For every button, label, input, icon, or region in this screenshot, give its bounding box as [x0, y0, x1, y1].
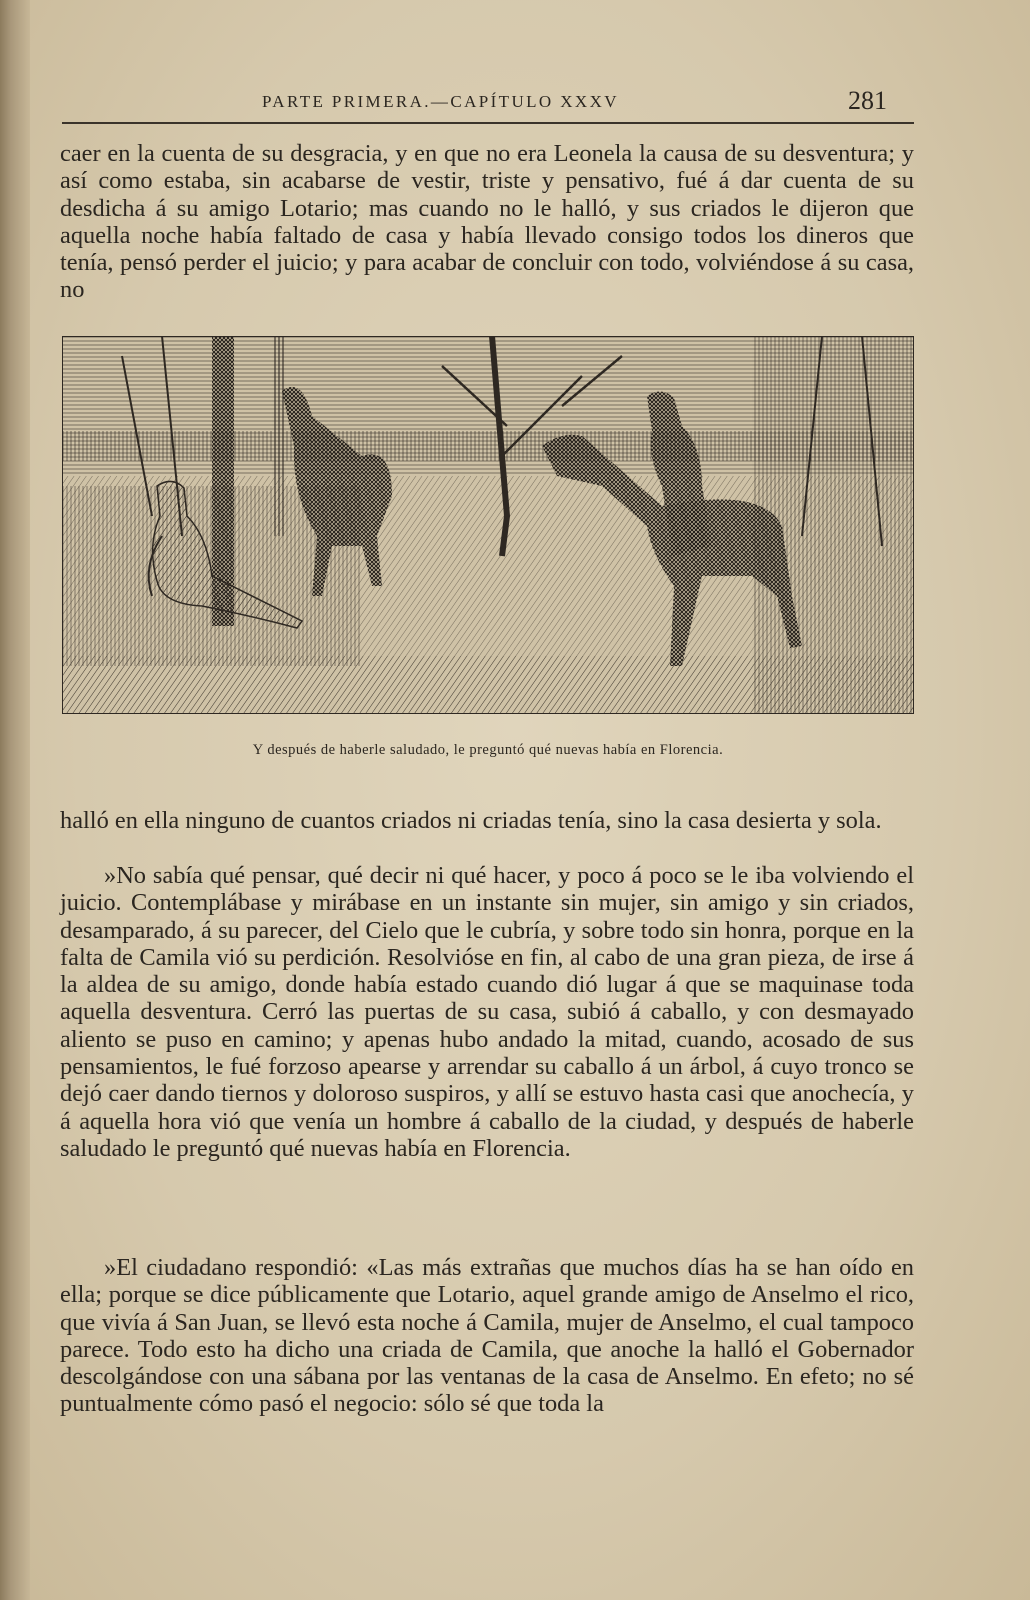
- engraving-drawing: [62, 336, 914, 714]
- page-number: 281: [848, 86, 887, 115]
- running-title: PARTE PRIMERA.—CAPÍTULO XXXV: [262, 92, 619, 111]
- running-head: [0, 86, 1030, 122]
- header-rule: [62, 122, 914, 124]
- illustration-caption: Y después de haberle saludado, le preguntó qué nuevas había en Florencia.: [252, 742, 724, 758]
- engraving-illustration: [62, 336, 914, 714]
- body-paragraph-2: halló en ella ninguno de cuantos criados ni criadas tenía, sino la casa desierta y sola.: [60, 807, 882, 834]
- body-paragraph-4: »El ciudadano respondió: «Las más extrañas que muchos días ha se han oído en ella; porque se dice públicamente que Lotario, aquel grande amigo de Anselmo el rico, que vivía á San Juan, se llevó esta noche á Camila, mujer de Anselmo, el cual tampoco parece. Todo esto ha dicho una criada de Camila, que anoche la halló el Gobernador descolgándose con una sábana por las ventanas de la casa de Anselmo. En efeto; no sé puntualmente cómo pasó el negocio: sólo sé que toda la: [60, 1254, 914, 1418]
- body-paragraph-1: caer en la cuenta de su desgracia, y en que no era Leonela la causa de su desventura; y así como estaba, sin acabarse de vestir, triste y pensativo, fué á dar cuenta de su desdicha á su amigo Lotario; mas cuando no le halló, y sus criados le dijeron que aquella noche había faltado de casa y había llevado consigo todos los dineros que tenía, pensó perder el juicio; y para acabar de concluir con todo, volviéndose á su casa, no: [60, 140, 914, 304]
- page-binding-edge: [0, 0, 30, 1600]
- body-paragraph-3: »No sabía qué pensar, qué decir ni qué hacer, y poco á poco se le iba volviendo el juicio. Contemplábase y mirábase en un instante sin mujer, sin amigo y sin criados, desamparado, á su parecer, del Cielo que le cubría, y sobre todo sin honra, porque en la falta de Camila vió su perdición. Resolvióse en fin, al cabo de una gran pieza, de irse á la aldea de su amigo, donde había estado cuando dió lugar á que se maquinase toda aquella desventura. Cerró las puertas de su casa, subió á caballo, y con desmayado aliento se puso en camino; y apenas hubo andado la mitad, cuando, acosado de sus pensamientos, le fué forzoso apearse y arrendar su caballo á un árbol, á cuyo tronco se dejó caer dando tiernos y doloroso suspiros, y allí se estuvo hasta casi que anochecía, y á aquella hora vió que venía un hombre á caballo de la ciudad, y después de haberle saludado le preguntó qué nuevas había en Florencia.: [60, 862, 914, 1162]
